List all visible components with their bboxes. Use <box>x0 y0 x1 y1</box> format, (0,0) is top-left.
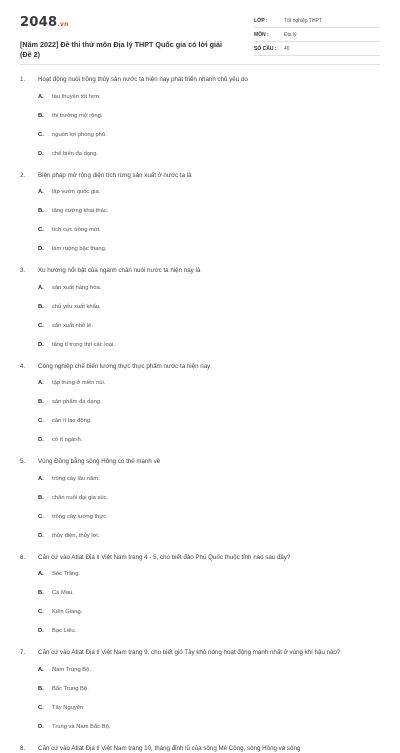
option-text: tăng tỉ trọng thịt các loại. <box>52 341 115 349</box>
option-text: Tây Nguyên. <box>52 704 85 712</box>
question-text: Hoạt động nuôi trồng thủy sản nước ta hiện nay phát triển nhanh chủ yếu do <box>38 75 380 85</box>
logo-tld: .vn <box>57 21 68 28</box>
option-letter: C. <box>38 704 52 712</box>
question-text: Căn cứ vào Atlat Địa lí Việt Nam trang 9, cho biết gió Tây khô nóng hoạt động mạnh nhất ở vùng khí hậu nào? <box>38 648 380 658</box>
answer-options <box>20 93 380 158</box>
option-text: chế biến đa dạng. <box>52 150 98 158</box>
option-letter: D. <box>38 723 52 731</box>
question-text: Vùng Đồng bằng sông Hồng có thế mạnh về <box>38 457 380 467</box>
page-header <box>0 0 400 64</box>
answer-option[interactable] <box>38 494 213 502</box>
question-item <box>20 553 380 636</box>
option-letter: A. <box>38 93 52 101</box>
option-text: thủy điện, thủy lợi. <box>52 532 99 540</box>
option-text: trồng cây lương thực. <box>52 513 108 521</box>
option-text: Nam Trung Bộ. <box>52 666 91 674</box>
question-stem <box>20 457 380 467</box>
question-text: Xu hướng nổi bật của ngành chăn nuôi nước ta hiện nay là <box>38 266 380 276</box>
question-text: Căn cứ vào Atlat Địa lí Việt Nam trang 10, tháng đỉnh lũ của sông Mê Công, sông Hồng và sông <box>38 744 380 753</box>
answer-option[interactable] <box>38 93 213 101</box>
meta-class-value: Tốt nghiệp THPT <box>284 18 322 24</box>
question-number: 2. <box>20 171 38 181</box>
answer-option[interactable] <box>38 188 213 196</box>
option-letter: C. <box>38 608 52 616</box>
option-letter: D. <box>38 532 52 540</box>
question-list <box>0 65 400 753</box>
question-number: 3. <box>20 266 38 276</box>
answer-options <box>20 666 380 731</box>
option-letter: C. <box>38 226 52 234</box>
meta-class-row <box>254 14 380 28</box>
option-letter: D. <box>38 245 52 253</box>
option-letter: C. <box>38 131 52 139</box>
meta-subject-value: Địa lý <box>284 32 297 38</box>
option-letter: B. <box>38 589 52 597</box>
answer-option[interactable] <box>38 131 213 139</box>
answer-options <box>20 570 380 635</box>
question-text: Biện pháp mở rộng diện tích rừng sản xuất ở nước ta là <box>38 171 380 181</box>
answer-option[interactable] <box>38 627 213 635</box>
question-item <box>20 362 380 445</box>
option-letter: D. <box>38 341 52 349</box>
question-stem <box>20 362 380 372</box>
answer-option[interactable] <box>38 704 213 712</box>
option-text: Cà Mau. <box>52 589 74 597</box>
question-item <box>20 744 380 753</box>
option-letter: D. <box>38 150 52 158</box>
question-item <box>20 171 380 254</box>
option-text: có ít ngành. <box>52 436 82 444</box>
option-text: làm ruộng bậc thang. <box>52 245 106 253</box>
option-text: Sóc Trăng. <box>52 570 80 578</box>
option-text: trồng cây lâu năm. <box>52 475 100 483</box>
answer-option[interactable] <box>38 341 213 349</box>
answer-option[interactable] <box>38 666 213 674</box>
meta-subject-row <box>254 28 380 42</box>
option-text: Bắc Trung Bộ. <box>52 685 89 693</box>
option-text: Kiên Giang. <box>52 608 82 616</box>
meta-count-label: SỐ CÂU : <box>254 46 284 52</box>
answer-option[interactable] <box>38 608 213 616</box>
option-letter: B. <box>38 303 52 311</box>
question-stem <box>20 171 380 181</box>
answer-option[interactable] <box>38 685 213 693</box>
option-letter: B. <box>38 398 52 406</box>
option-letter: A. <box>38 475 52 483</box>
option-text: nguồn lợi phong phú. <box>52 131 107 139</box>
answer-option[interactable] <box>38 284 213 292</box>
option-text: cần ít lao động. <box>52 417 92 425</box>
question-text: Công nghiệp chế biến lương thực thực phẩm nước ta hiện nay <box>38 362 380 372</box>
option-text: chủ yếu xuất khẩu. <box>52 303 101 311</box>
option-text: sản phẩm đa dạng. <box>52 398 102 406</box>
meta-subject-label: MÔN : <box>254 32 284 38</box>
question-number: 7. <box>20 648 38 658</box>
answer-option[interactable] <box>38 207 213 215</box>
answer-option[interactable] <box>38 589 213 597</box>
exam-meta <box>254 14 380 56</box>
option-text: tập trung ở miền núi. <box>52 379 105 387</box>
answer-option[interactable] <box>38 226 213 234</box>
option-letter: B. <box>38 685 52 693</box>
answer-option[interactable] <box>38 570 213 578</box>
question-item <box>20 457 380 540</box>
question-stem <box>20 266 380 276</box>
option-text: sản xuất hàng hóa. <box>52 284 101 292</box>
answer-option[interactable] <box>38 112 213 120</box>
question-item <box>20 75 380 158</box>
option-letter: C. <box>38 417 52 425</box>
meta-count-value: 40 <box>284 46 290 52</box>
question-item <box>20 648 380 731</box>
answer-option[interactable] <box>38 532 213 540</box>
question-number: 8. <box>20 744 38 753</box>
question-number: 1. <box>20 75 38 85</box>
option-text: sản xuất nhỏ lẻ. <box>52 322 93 330</box>
option-letter: A. <box>38 570 52 578</box>
option-letter: A. <box>38 188 52 196</box>
option-text: tàu thuyền tốt hơn. <box>52 93 101 101</box>
answer-option[interactable] <box>38 303 213 311</box>
question-number: 5. <box>20 457 38 467</box>
answer-option[interactable] <box>38 150 213 158</box>
question-item <box>20 266 380 349</box>
question-text: Căn cứ vào Atlat Địa lí Việt Nam trang 4 - 5, cho biết đảo Phú Quốc thuộc tỉnh nào sau đây? <box>38 553 380 563</box>
question-number: 6. <box>20 553 38 563</box>
exam-title: [Năm 2022] Đề thi thử môn Địa lý THPT Quốc gia có lời giải (Đề 2) <box>20 40 230 60</box>
option-letter: C. <box>38 322 52 330</box>
option-letter: A. <box>38 284 52 292</box>
option-letter: D. <box>38 627 52 635</box>
answer-option[interactable] <box>38 417 213 425</box>
answer-option[interactable] <box>38 379 213 387</box>
meta-class-label: LỚP : <box>254 18 284 24</box>
question-stem <box>20 75 380 85</box>
option-letter: A. <box>38 666 52 674</box>
option-text: lập vườn quốc gia. <box>52 188 100 196</box>
option-text: tăng cường khai thác. <box>52 207 108 215</box>
answer-option[interactable] <box>38 723 213 731</box>
option-letter: A. <box>38 379 52 387</box>
question-stem <box>20 553 380 563</box>
option-letter: B. <box>38 207 52 215</box>
answer-options <box>20 379 380 444</box>
option-text: tích cực trồng mới. <box>52 226 101 234</box>
question-number: 4. <box>20 362 38 372</box>
answer-option[interactable] <box>38 398 213 406</box>
answer-options <box>20 284 380 349</box>
answer-options <box>20 188 380 253</box>
question-stem <box>20 648 380 658</box>
logo-text: 2048 <box>20 15 57 30</box>
answer-option[interactable] <box>38 245 213 253</box>
option-text: Bạc Liêu. <box>52 627 76 635</box>
answer-option[interactable] <box>38 513 213 521</box>
option-text: chăn nuôi đại gia súc. <box>52 494 108 502</box>
option-text: thị trường mở rộng. <box>52 112 102 120</box>
option-text: Trung và Nam Bắc Bộ. <box>52 723 110 731</box>
option-letter: B. <box>38 112 52 120</box>
answer-option[interactable] <box>38 475 213 483</box>
option-letter: B. <box>38 494 52 502</box>
answer-option[interactable] <box>38 322 213 330</box>
answer-options <box>20 475 380 540</box>
option-letter: D. <box>38 436 52 444</box>
question-stem <box>20 744 380 753</box>
option-letter: C. <box>38 513 52 521</box>
meta-count-row <box>254 42 380 56</box>
answer-option[interactable] <box>38 436 213 444</box>
